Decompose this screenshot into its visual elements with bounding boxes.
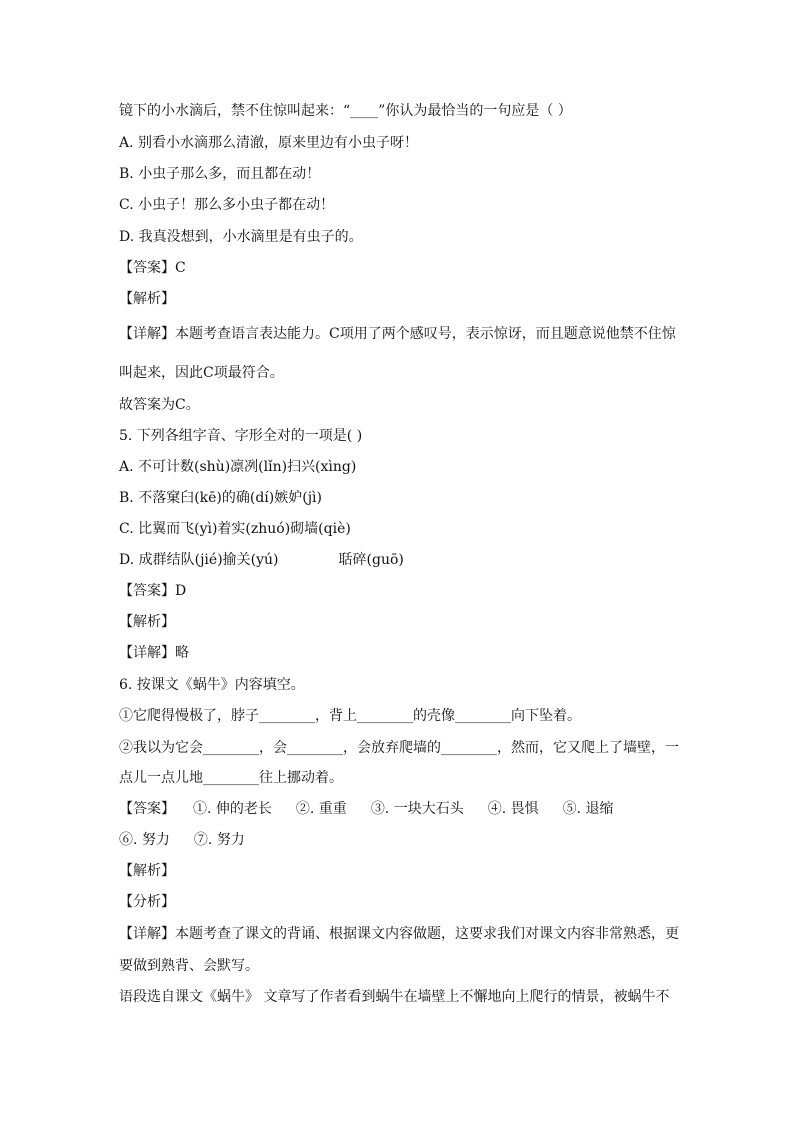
answer-value: C — [175, 260, 186, 276]
q5-option-b: B. 不落窠臼(kē)的确(dí)嫉妒(jì) — [119, 490, 322, 506]
answer-item: ⑤. 退缩 — [562, 801, 614, 817]
q6-fenxi-label: 【分析】 — [119, 894, 175, 910]
q4-option-c: C. 小虫子！那么多小虫子都在动！ — [119, 197, 335, 213]
q6-blank2-line1: ②我以为它会________，会________，会放弃爬墙的________，然而，它又爬上了墙壁，一 — [119, 740, 679, 756]
detail-text: 略 — [175, 645, 189, 661]
q5-option-d — [119, 550, 679, 570]
answer-item: ②. 重重 — [295, 801, 347, 817]
q6-answer-row1 — [119, 799, 679, 819]
q5-option-c: C. 比翼而飞(yì)着实(zhuó)砌墙(qiè) — [119, 521, 351, 537]
answer-label: 【答案】 — [119, 260, 175, 276]
q5-detail — [119, 643, 679, 663]
detail-label: 【详解】 — [119, 326, 175, 342]
answer-label: 【答案】 — [119, 801, 175, 817]
q6-detail-line2: 要做到熟背、会默写。 — [119, 958, 259, 974]
detail-label: 【详解】 — [119, 645, 175, 661]
q4-answer — [119, 258, 679, 278]
answer-item: ④. 畏惧 — [487, 801, 539, 817]
q6-answer-row2 — [119, 830, 679, 850]
q6-detail-line1 — [119, 924, 679, 944]
detail-label: 【详解】 — [119, 926, 175, 942]
answer-item: ⑦. 努力 — [193, 832, 245, 848]
answer-item: ⑥. 努力 — [119, 832, 170, 848]
q6-stem: 6. 按课文《蜗牛》内容填空。 — [119, 677, 305, 693]
q5-answer — [119, 581, 679, 601]
q6-analysis-label: 【解析】 — [119, 863, 175, 879]
q5-stem: 5. 下列各组字音、字形全对的一项是( ) — [119, 428, 363, 444]
q5-analysis-label: 【解析】 — [119, 614, 175, 630]
q4-option-d: D. 我真没想到，小水滴里是有虫子的。 — [119, 229, 363, 245]
q4-detail-line1 — [119, 324, 679, 344]
answer-item: ①. 伸的老长 — [193, 801, 272, 817]
q5-option-a: A. 不可计数(shù)凛冽(lǐn)扫兴(xìng) — [119, 459, 357, 475]
q6-blank1: ①它爬得慢极了，脖子________，背上________的壳像________向下坠着。 — [119, 708, 581, 724]
answer-item: ③. 一块大石头 — [370, 801, 464, 817]
detail-text: 本题考查了课文的背诵、根据课文内容做题，这要求我们对课文内容非常熟悉，更 — [175, 926, 679, 942]
q4-detail-line2: 叫起来，因此C项最符合。 — [119, 365, 284, 381]
q4-conclusion: 故答案为C。 — [119, 397, 200, 413]
q5-option-d-part1: D. 成群结队(jié)揄关(yú) — [119, 552, 279, 568]
q4-option-a: A. 别看小水滴那么清澈，原来里边有小虫子呀！ — [119, 135, 419, 151]
q6-source-line: 语段选自课文《蜗牛》 文章写了作者看到蜗牛在墙壁上不懈地向上爬行的情景，被蜗牛不 — [119, 989, 670, 1005]
q4-option-b: B. 小虫子那么多，而且都在动！ — [119, 166, 321, 182]
detail-text: 本题考查语言表达能力。C项用了两个感叹号，表示惊讶，而且题意说他禁不住惊 — [175, 326, 676, 342]
q6-blank2-line2: 点儿一点儿地________往上挪动着。 — [119, 770, 343, 786]
q4-stem: 镜下的小水滴后，禁不住惊叫起来：“____”你认为最恰当的一句应是（ ） — [119, 103, 572, 119]
q4-analysis-label: 【解析】 — [119, 291, 175, 307]
q5-option-d-part2: 聒碎(guō) — [338, 552, 404, 568]
answer-label: 【答案】 — [119, 583, 175, 599]
answer-value: D — [175, 583, 187, 599]
